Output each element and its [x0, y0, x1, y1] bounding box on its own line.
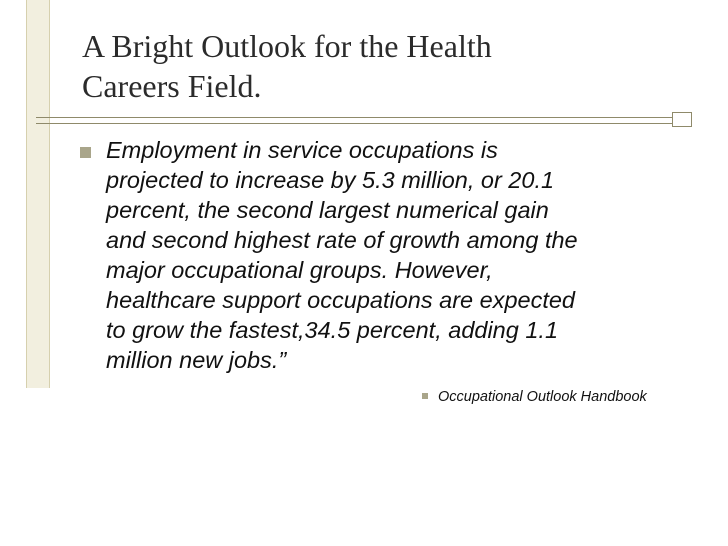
slide-title: [82, 26, 682, 106]
bullet-line: healthcare support occupations are expected: [106, 287, 576, 313]
bullet-line: projected to increase by 5.3 million, or 20.1: [106, 167, 555, 193]
bullet-line: to grow the fastest,34.5 percent, adding 1.1: [106, 317, 559, 343]
source-text: Occupational Outlook Handbook: [438, 389, 647, 405]
bullet-text: [106, 135, 690, 375]
square-bullet-icon: [422, 393, 428, 399]
title-divider-top: [36, 117, 692, 118]
bullet-line: Employment in service occupations is: [106, 137, 498, 163]
source-citation: [422, 388, 712, 406]
bullet-line: major occupational groups. However,: [106, 257, 493, 283]
decorative-side-bar: [26, 0, 50, 388]
bullet-line: percent, the second largest numerical gain: [106, 197, 549, 223]
bullet-line: million new jobs.”: [106, 347, 287, 373]
title-divider-bottom: [36, 123, 692, 124]
title-line-1: A Bright Outlook for the Health: [82, 28, 492, 64]
bullet-item: [80, 135, 690, 375]
divider-end-box: [672, 112, 692, 127]
bullet-line: and second highest rate of growth among the: [106, 227, 578, 253]
square-bullet-icon: [80, 147, 91, 158]
title-line-2: Careers Field.: [82, 68, 262, 104]
